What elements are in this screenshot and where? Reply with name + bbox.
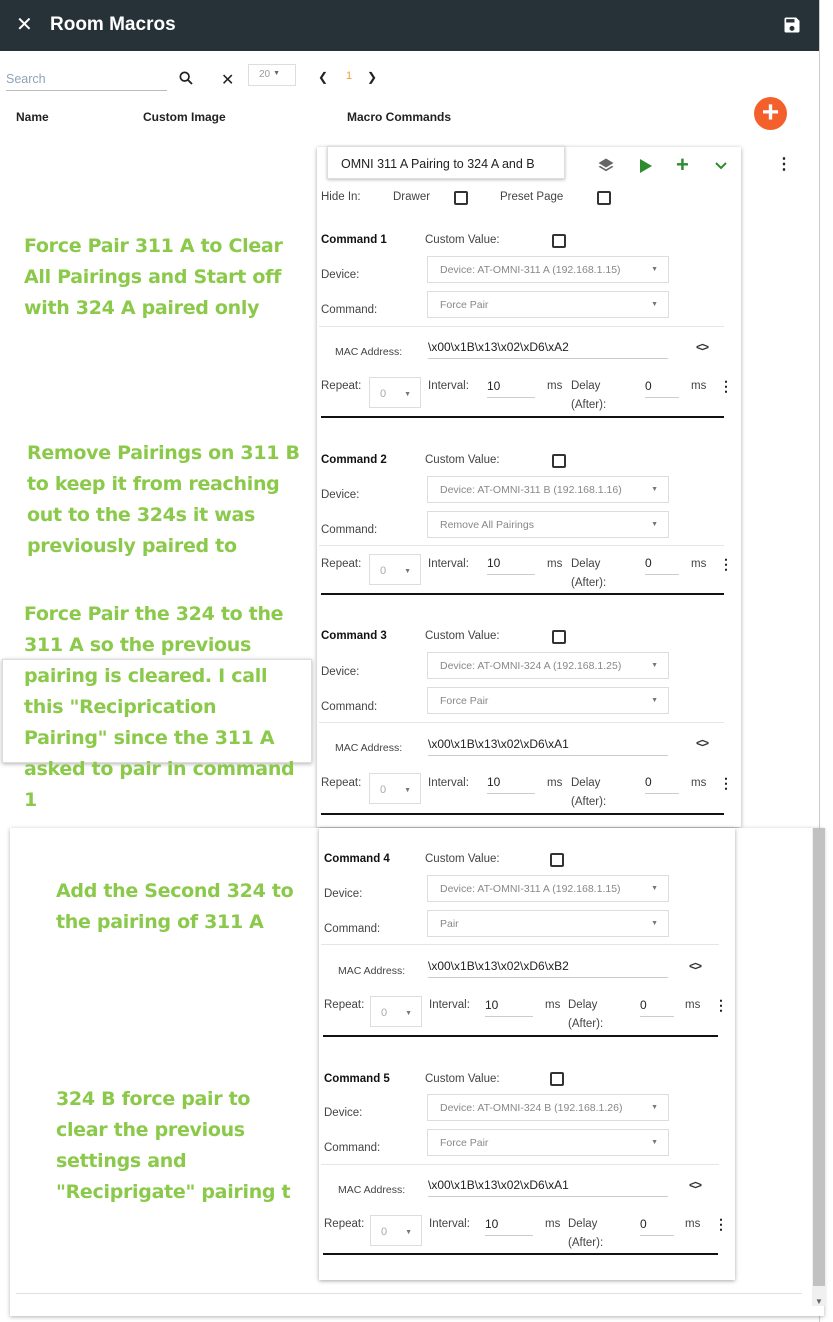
- command-4-delay-field[interactable]: 0: [640, 995, 674, 1017]
- interval-label: Interval:: [428, 777, 469, 789]
- chevron-down-icon: ▼: [404, 787, 411, 794]
- device-value: Device: AT-OMNI-324 A (192.168.1.25): [440, 660, 622, 672]
- command-label: Command:: [321, 701, 378, 713]
- custom-value-label: Custom Value:: [425, 454, 500, 466]
- divider: [321, 1164, 719, 1165]
- add-command-icon[interactable]: +: [676, 152, 689, 177]
- macro-name-field[interactable]: OMNI 311 A Pairing to 324 A and B: [327, 146, 565, 179]
- custom-value-label: Custom Value:: [425, 853, 500, 865]
- command-3-device-select[interactable]: [427, 652, 669, 679]
- delay-label: Delay: [568, 999, 598, 1011]
- command-1-command-select[interactable]: [427, 291, 669, 318]
- next-page-icon[interactable]: ❯: [367, 70, 378, 84]
- after-label: (After):: [571, 399, 607, 411]
- command-1-delay-field[interactable]: 0: [645, 376, 679, 398]
- delay-label: Delay: [571, 558, 601, 570]
- repeat-label: Repeat:: [321, 380, 362, 392]
- note-line: to keep it from reaching: [27, 473, 280, 495]
- device-label: Device:: [321, 666, 360, 678]
- device-value: Device: AT-OMNI-311 B (192.168.1.16): [440, 484, 622, 496]
- note-line: 311 A so the previous: [24, 634, 252, 656]
- chevron-down-icon: ▼: [405, 1229, 412, 1236]
- chevron-down-icon[interactable]: [714, 161, 728, 171]
- preset-page-label: Preset Page: [500, 191, 564, 203]
- custom-value-label: Custom Value:: [425, 630, 500, 642]
- note-line: Force Pair 311 A to Clear: [24, 235, 283, 257]
- annotation-note-2: [27, 438, 300, 562]
- ms-label: ms: [547, 558, 563, 570]
- custom-value-label: Custom Value:: [425, 234, 500, 246]
- code-icon[interactable]: <>: [696, 340, 709, 354]
- command-3-title: Command 3: [321, 630, 387, 642]
- chevron-down-icon: ▼: [651, 1139, 658, 1146]
- after-label: (After):: [568, 1237, 604, 1249]
- command-1-title: Command 1: [321, 234, 387, 246]
- note-line: asked to pair in command: [24, 758, 295, 780]
- command-2-delay-field[interactable]: 0: [645, 553, 679, 575]
- ms-label: ms: [547, 380, 563, 392]
- command-3-more-icon[interactable]: ⋮: [719, 775, 733, 791]
- command-label: Command:: [321, 304, 378, 316]
- chevron-down-icon: ▼: [651, 301, 658, 308]
- layers-icon[interactable]: [597, 157, 615, 175]
- device-label: Device:: [324, 888, 363, 900]
- interval-label: Interval:: [428, 558, 469, 570]
- command-4-mac-field[interactable]: \x00\x1B\x13\x02\xD6\xB2: [428, 956, 668, 978]
- command-value: Pair: [440, 918, 459, 930]
- note-line: previously paired to: [27, 535, 237, 557]
- repeat-label: Repeat:: [321, 558, 362, 570]
- command-5-device-select[interactable]: [427, 1094, 669, 1121]
- command-5-interval-field[interactable]: 10: [485, 1214, 533, 1236]
- device-value: Device: AT-OMNI-324 B (192.168.1.26): [440, 1102, 623, 1114]
- chevron-down-icon: ▼: [651, 885, 658, 892]
- interval-label: Interval:: [428, 380, 469, 392]
- command-5-delay-field[interactable]: 0: [640, 1214, 674, 1236]
- command-5-mac-field[interactable]: \x00\x1B\x13\x02\xD6\xA1: [428, 1175, 668, 1197]
- chevron-down-icon: ▼: [651, 486, 658, 493]
- ms-label: ms: [685, 999, 701, 1011]
- mac-address-label: MAC Address:: [335, 742, 403, 754]
- after-label: (After):: [568, 1018, 604, 1030]
- command-separator: [323, 1253, 718, 1255]
- interval-label: Interval:: [429, 1218, 470, 1230]
- note-line: Remove Pairings on 311 B: [27, 442, 300, 464]
- repeat-label: Repeat:: [324, 1218, 365, 1230]
- chevron-down-icon: ▼: [273, 70, 281, 77]
- command-4-device-select[interactable]: [427, 875, 669, 902]
- command-1-interval-field[interactable]: 10: [487, 376, 535, 398]
- command-3-custom-value-checkbox[interactable]: [552, 630, 566, 644]
- clear-search-icon[interactable]: ✕: [221, 72, 235, 89]
- ms-label: ms: [691, 558, 707, 570]
- more-options-icon[interactable]: ⋮: [776, 156, 792, 173]
- repeat-value: 0: [380, 565, 387, 577]
- command-separator: [321, 416, 724, 418]
- repeat-value: 0: [380, 784, 387, 796]
- repeat-value: 0: [380, 388, 387, 400]
- command-4-interval-field[interactable]: 10: [485, 995, 533, 1017]
- column-header-macro-commands: Macro Commands: [347, 110, 452, 124]
- custom-value-label: Custom Value:: [425, 1073, 500, 1085]
- page-size-value: 20: [259, 69, 271, 80]
- ms-label: ms: [547, 777, 563, 789]
- divider: [319, 545, 724, 546]
- code-icon[interactable]: <>: [689, 1178, 702, 1192]
- chevron-down-icon: ▼: [404, 568, 411, 575]
- note-line: Force Pair the 324 to the: [24, 603, 284, 625]
- command-2-device-select[interactable]: [427, 476, 669, 503]
- chevron-down-icon: ▼: [651, 697, 658, 704]
- annotation-note-1: [24, 231, 283, 324]
- after-label: (After):: [571, 796, 607, 808]
- drawer-checkbox[interactable]: [454, 191, 468, 205]
- chevron-down-icon: ▼: [405, 1010, 412, 1017]
- command-label: Command:: [321, 524, 378, 536]
- note-line: Pairing" since the 311 A: [24, 727, 275, 749]
- interval-label: Interval:: [429, 999, 470, 1011]
- delay-label: Delay: [571, 777, 601, 789]
- note-line: this "Reciprication: [24, 696, 217, 718]
- note-line: 1: [24, 789, 37, 811]
- delay-label: Delay: [568, 1218, 598, 1230]
- after-label: (After):: [571, 577, 607, 589]
- command-1-repeat-select[interactable]: [369, 377, 421, 408]
- command-4-more-icon[interactable]: ⋮: [714, 997, 728, 1013]
- note-line: with 324 A paired only: [24, 297, 260, 319]
- code-icon[interactable]: <>: [689, 959, 702, 973]
- device-value: Device: AT-OMNI-311 A (192.168.1.15): [440, 264, 621, 276]
- command-5-more-icon[interactable]: ⋮: [714, 1216, 728, 1232]
- code-icon[interactable]: <>: [696, 736, 709, 750]
- divider: [321, 944, 719, 945]
- repeat-value: 0: [381, 1007, 388, 1019]
- command-value: Force Pair: [440, 1137, 489, 1149]
- note-line: pairing is cleared. I call: [24, 665, 268, 687]
- scrollbar[interactable]: [812, 828, 826, 1306]
- annotation-note-4: [56, 876, 293, 938]
- command-3-repeat-select[interactable]: [369, 773, 421, 804]
- repeat-label: Repeat:: [321, 777, 362, 789]
- command-3-delay-field[interactable]: 0: [645, 772, 679, 794]
- annotation-note-3: [24, 599, 294, 816]
- command-separator: [321, 593, 724, 595]
- command-5-title: Command 5: [324, 1073, 390, 1085]
- command-3-interval-field[interactable]: 10: [487, 772, 535, 794]
- command-label: Command:: [324, 1142, 381, 1154]
- scrollbar-thumb[interactable]: [813, 828, 825, 1286]
- ms-label: ms: [685, 1218, 701, 1230]
- command-value: Force Pair: [440, 299, 489, 311]
- mac-address-label: MAC Address:: [338, 965, 406, 977]
- chevron-down-icon: ▼: [404, 391, 411, 398]
- command-value: Force Pair: [440, 695, 489, 707]
- current-page[interactable]: 1: [346, 70, 353, 82]
- save-icon[interactable]: [782, 15, 802, 35]
- app-header: [0, 0, 820, 51]
- note-line: the pairing of 311 A: [56, 911, 264, 933]
- command-2-custom-value-checkbox[interactable]: [552, 454, 566, 468]
- device-label: Device:: [321, 269, 360, 281]
- column-header-name: Name: [16, 110, 49, 124]
- hide-in-label: Hide In:: [321, 191, 361, 203]
- device-label: Device:: [324, 1107, 363, 1119]
- command-value: Remove All Pairings: [440, 519, 534, 531]
- note-line: "Reciprigate" pairing t: [56, 1181, 291, 1203]
- ms-label: ms: [545, 999, 561, 1011]
- command-2-repeat-select[interactable]: [369, 554, 421, 585]
- note-line: settings and: [56, 1150, 187, 1172]
- search-box: [6, 68, 167, 91]
- command-1-mac-field[interactable]: \x00\x1B\x13\x02\xD6\xA2: [428, 337, 668, 359]
- mac-address-label: MAC Address:: [335, 346, 403, 358]
- ms-label: ms: [691, 380, 707, 392]
- mac-address-label: MAC Address:: [338, 1184, 406, 1196]
- command-3-mac-field[interactable]: \x00\x1B\x13\x02\xD6\xA1: [428, 734, 668, 756]
- command-separator: [321, 813, 724, 815]
- command-5-repeat-select[interactable]: [370, 1215, 422, 1246]
- command-4-command-select[interactable]: [427, 910, 669, 937]
- divider: [319, 326, 724, 327]
- annotation-note-5: [56, 1084, 290, 1208]
- preset-page-checkbox[interactable]: [597, 191, 611, 205]
- repeat-value: 0: [381, 1226, 388, 1238]
- note-line: out to the 324s it was: [27, 504, 256, 526]
- chevron-down-icon: ▼: [651, 662, 658, 669]
- divider: [319, 722, 724, 723]
- note-line: clear the previous: [56, 1119, 245, 1141]
- device-value: Device: AT-OMNI-311 A (192.168.1.15): [440, 883, 621, 895]
- divider: [16, 1293, 802, 1294]
- command-5-command-select[interactable]: [427, 1129, 669, 1156]
- command-2-title: Command 2: [321, 454, 387, 466]
- command-1-device-select[interactable]: [427, 256, 669, 283]
- chevron-down-icon: ▼: [651, 920, 658, 927]
- command-5-custom-value-checkbox[interactable]: [550, 1072, 564, 1086]
- command-3-command-select[interactable]: [427, 687, 669, 714]
- command-1-more-icon[interactable]: ⋮: [719, 378, 733, 394]
- search-icon[interactable]: [178, 70, 194, 86]
- drawer-label: Drawer: [393, 191, 431, 203]
- note-line: Add the Second 324 to: [56, 880, 294, 902]
- close-icon[interactable]: ✕: [16, 14, 33, 36]
- chevron-down-icon: ▼: [651, 521, 658, 528]
- repeat-label: Repeat:: [324, 999, 365, 1011]
- command-4-title: Command 4: [324, 853, 390, 865]
- chevron-down-icon: ▼: [651, 1104, 658, 1111]
- ms-label: ms: [691, 777, 707, 789]
- command-4-custom-value-checkbox[interactable]: [550, 853, 564, 867]
- play-icon[interactable]: [639, 158, 653, 174]
- page-size-select[interactable]: [248, 64, 296, 86]
- command-2-command-select[interactable]: [427, 511, 669, 538]
- column-header-custom-image: Custom Image: [143, 110, 226, 124]
- note-line: 324 B force pair to: [56, 1088, 251, 1110]
- command-separator: [323, 1035, 718, 1037]
- delay-label: Delay: [571, 380, 601, 392]
- note-line: All Pairings and Start off: [24, 266, 282, 288]
- device-label: Device:: [321, 489, 360, 501]
- search-input[interactable]: [6, 68, 166, 90]
- command-label: Command:: [324, 923, 381, 935]
- chevron-down-icon: ▼: [651, 266, 658, 273]
- prev-page-icon[interactable]: ❮: [318, 70, 329, 84]
- page-title: Room Macros: [50, 14, 176, 35]
- ms-label: ms: [545, 1218, 561, 1230]
- command-2-interval-field[interactable]: 10: [487, 553, 535, 575]
- command-2-more-icon[interactable]: ⋮: [719, 556, 733, 572]
- scroll-down-icon[interactable]: ▼: [815, 1297, 823, 1306]
- command-4-repeat-select[interactable]: [370, 996, 422, 1027]
- add-macro-button[interactable]: +: [754, 97, 787, 130]
- command-1-custom-value-checkbox[interactable]: [552, 234, 566, 248]
